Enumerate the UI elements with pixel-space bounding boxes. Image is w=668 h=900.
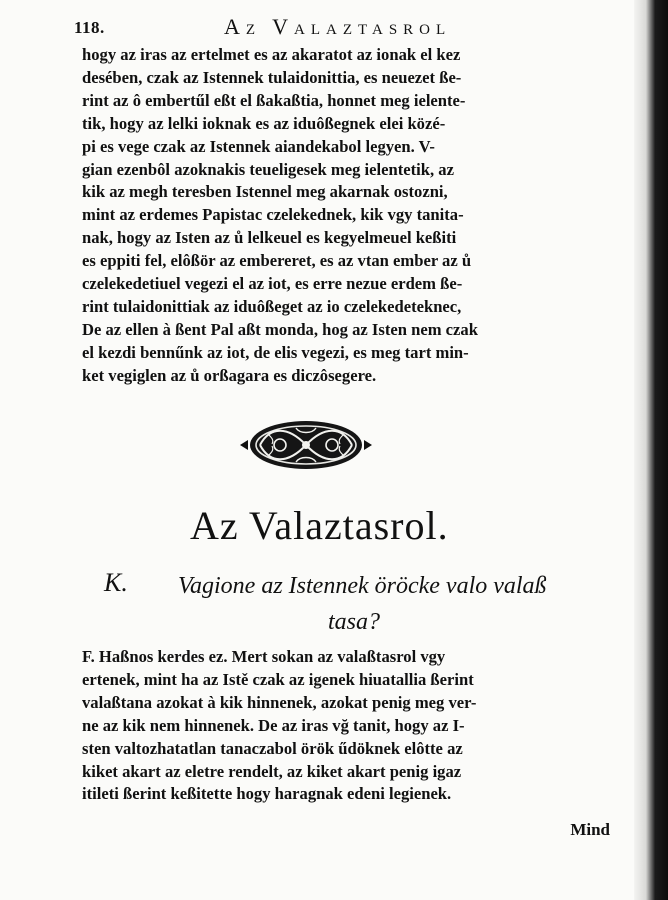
text-line: ket vegiglen az ů orßagara es diczôsegere. [82, 365, 377, 385]
printers-ornament-icon [238, 416, 374, 474]
text-line: ne az kik nem hinnenek. De az iras vğ tanit, hogy az I- [82, 715, 465, 735]
page-header [74, 14, 614, 44]
top-paragraph [82, 44, 614, 388]
catchword: Mind [570, 820, 610, 839]
text-line: desében, czak az Istennek tulaidonittia, es neuezet ße- [82, 67, 462, 87]
text-line: el kezdi bennűnk az iot, de elis vegezi, es meg tart min- [82, 342, 469, 362]
text-line: nak, hogy az Isten az ů lelkeuel es kegyelmeuel keßiti [82, 228, 457, 248]
text-line: kik az megh teresben Istennel meg akarnak ostozni, [82, 182, 448, 202]
text-line: tik, hogy az lelki ioknak es az iduôßegnek elei közé- [82, 113, 446, 133]
page-edge-shadow [634, 0, 668, 900]
text-line: rint tulaidonittiak az iduôßeget az io czelekedeteknec, [82, 296, 462, 316]
text-line: czelekedetiuel vegezi el az iot, es erre nezue erdem ße- [82, 274, 463, 294]
text-line: De az ellen à ßent Pal aßt monda, hog az Isten nem czak [82, 319, 478, 339]
text-line: mint az erdemes Papistac czelekednek, kik vgy tanita- [82, 205, 464, 225]
question-line: tasa? [328, 609, 381, 635]
section-title: Az Valaztasrol. [190, 503, 449, 548]
text-line: pi es vege czak az Istennek aiandekabol legyen. V- [82, 136, 435, 156]
text-line: hogy az iras az ertelmet es az akaratot az ionak el kez [82, 45, 461, 64]
text-line: F. Haßnos kerdes ez. Mert sokan az valaßtasrol vgy [82, 647, 446, 666]
running-head: Az Valaztasrol [224, 14, 452, 39]
page-number: 118. [74, 18, 105, 37]
text-line: kiket akart az eletre rendelt, az kiket akart penig igaz [82, 761, 462, 781]
text-line: es eppiti fel, elôßör az embereret, es az vtan ember az ů [82, 251, 472, 271]
answer-paragraph [82, 646, 614, 806]
text-line: gian ezenbôl azoknakis teueligesek meg ielentetik, az [82, 159, 454, 179]
question-text [178, 568, 618, 640]
text-line: sten valtozhatatlan tanaczabol örök űdöknek elôtte az [82, 738, 463, 758]
text-line: valaßtana azokat à kik hinnenek, azokat penig meg ver- [82, 692, 477, 712]
question-line: Vagione az Istennek öröcke valo valaß [178, 573, 547, 599]
text-line: rint az ô embertűl eßt el ßakaßtia, honnet meg ielente- [82, 90, 466, 110]
question-label: K. [104, 568, 128, 597]
text-line: ertenek, mint ha az Istě czak az igenek hiuatallia ßerint [82, 669, 474, 689]
text-line: itileti ßerint keßitette hogy haragnak edeni legienek. [82, 784, 452, 804]
